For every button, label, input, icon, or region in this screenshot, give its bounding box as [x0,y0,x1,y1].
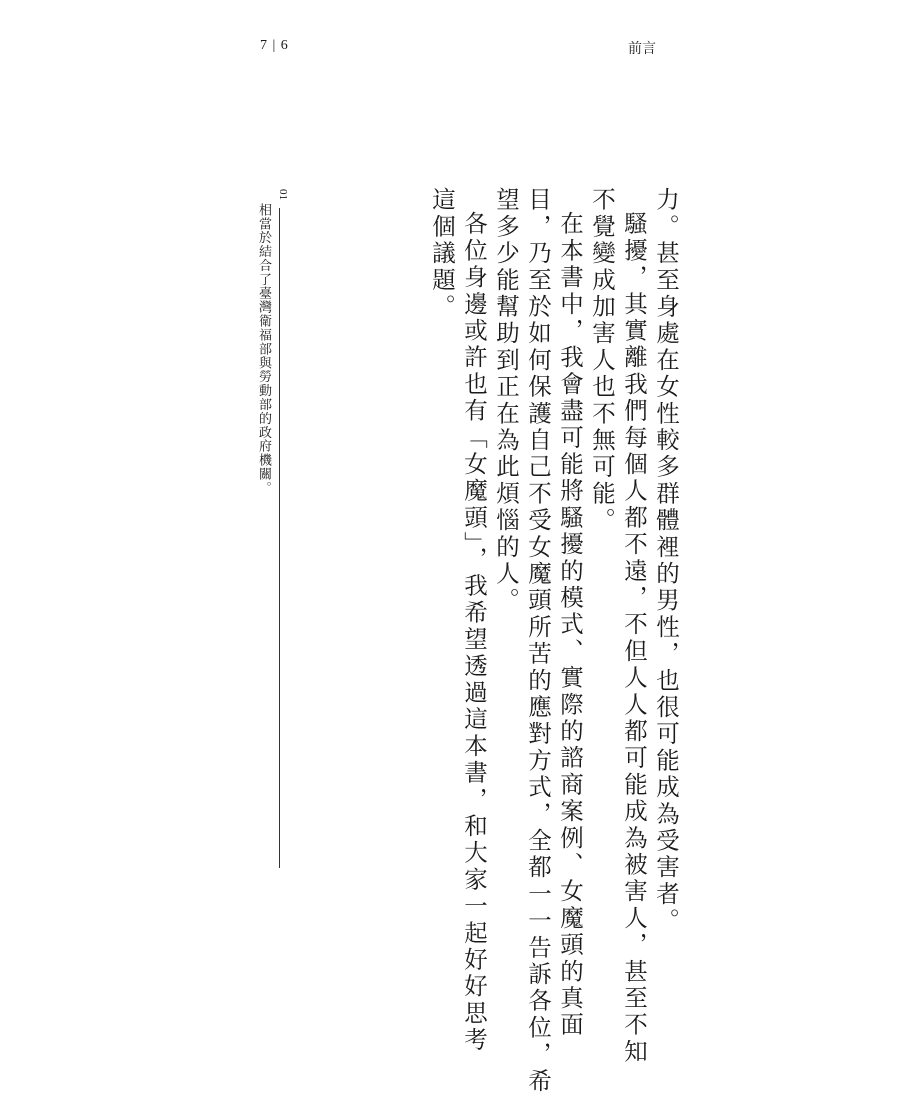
body-line: 在本書中，我會盡可能將騷擾的模式、實際的諮商案例、女魔頭的真面 [556,211,584,1039]
page-number: 7 | 6 [260,38,289,53]
section-title: 前言 [628,41,656,57]
body-line: 不覺變成加害人也不無可能。 [588,187,616,535]
footnote-text: 相當於結合了臺灣衛福部與勞動部的政府機關。 [256,203,271,495]
body-line: 各位身邊或許也有「女魔頭」，我希望透過這本書，和大家一起好好思考 [460,211,488,1054]
body-line: 這個議題。 [428,187,456,321]
footnote-divider [279,208,280,868]
body-line: 騷擾，其實離我們每個人都不遠，不但人人都可能成為被害人，甚至不知 [620,211,648,1066]
body-line: 望多少能幫助到正在為此煩惱的人。 [492,187,520,615]
body-line: 目，乃至於如何保護自己不受女魔頭所苦的應對方式，全都一一告訴各位，希 [524,187,552,1095]
body-line: 力。甚至身處在女性較多群體裡的男性，也很可能成為受害者。 [652,187,680,935]
footnote-number: 01 [277,189,289,200]
